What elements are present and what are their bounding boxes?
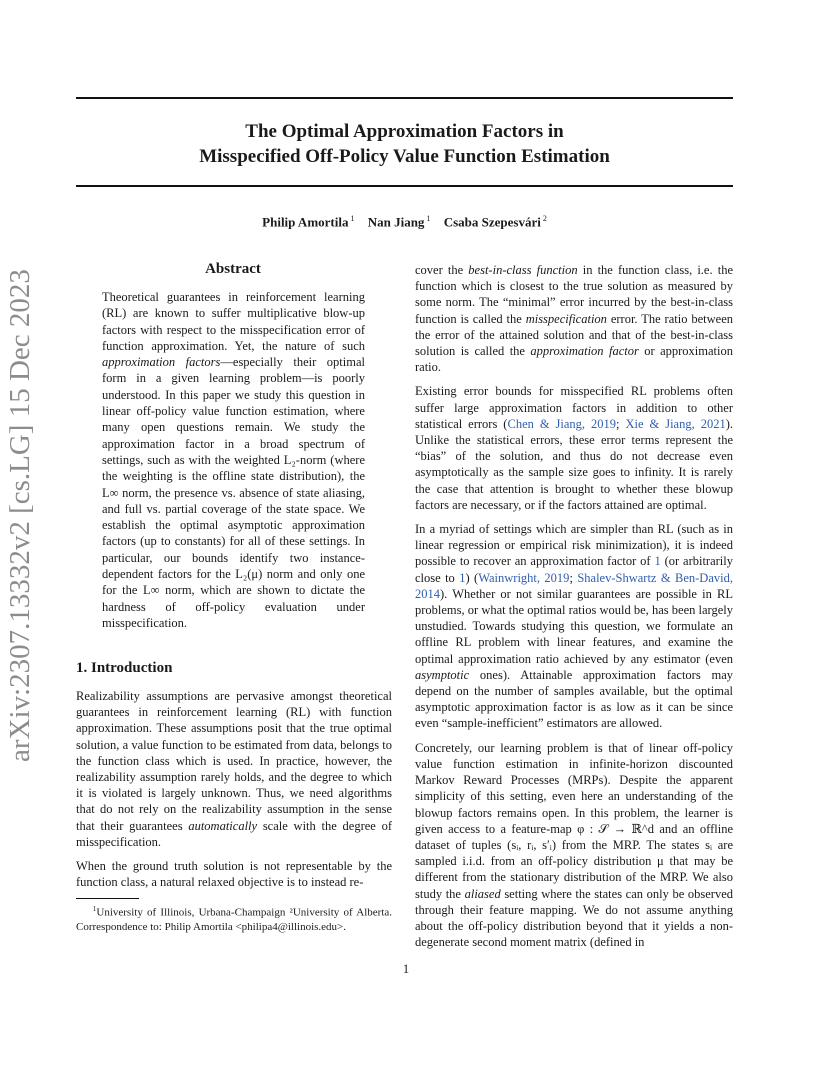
- author-affiliation: 1: [350, 214, 355, 223]
- page-number: 1: [402, 962, 410, 976]
- paragraph: When the ground truth solution is not representable by the function class, a natural relaxed objective is to instead re-: [76, 859, 392, 890]
- title-line-2: Misspecified Off-Policy Value Function Estimation: [199, 146, 610, 167]
- abstract-heading: Abstract: [205, 261, 261, 277]
- arxiv-stamp: arXiv:2307.13332v2 [cs.LG] 15 Dec 2023: [4, 269, 36, 762]
- author-name: Philip Amortila: [262, 214, 349, 230]
- author-affiliation: 2: [542, 214, 547, 223]
- equation-ref[interactable]: 1: [459, 570, 466, 585]
- title-rule-top: [76, 97, 733, 99]
- paragraph: In a myriad of settings which are simpler than RL (such as in linear regression or empirical risk minimization), it is indeed possible to recover an approximation factor of 1 (or arbitrarily close to 1) (Wainwright, 2019; Shalev-Shwartz & Ben-David, 2014). Whether or not similar guarantees are possible in RL problems, or what the optimal ratios would be, has been largely unstudied. Towards studying this question, we formulate an offline RL problem with linear features, and examine the optimal approximation ratio achieved by any estimator (even asymptotic ones). Attainable approximation factors may depend on the number of samples available, but the optimal asymptotic approximation factor is as low as it can be since even “sample-inefficient” estimators are allowed.: [415, 522, 733, 731]
- paragraph: Concretely, our learning problem is that of linear off-policy value function estimation in infinite-horizon discounted Markov Reward Processes (MRPs). Despite the apparent simplicity of this setting, even here an understanding of the blowup factors remains open. In this problem, the learner is given access to a feature-map φ : 𝒮 → ℝ^d and an offline dataset of tuples (sᵢ, rᵢ, s′ᵢ) from the MRP. The states sᵢ are sampled i.i.d. from an off-policy distribution μ that may be different from the stationary distribution of the MRP. We also study the aliased setting where the states can only be observed through their feature mapping. We do not assume anything about the off-policy distribution beyond that it yields a non-degenerate second moment matrix (defined in: [415, 740, 734, 950]
- section-heading-introduction: 1. Introduction: [76, 660, 173, 676]
- paragraph: Realizability assumptions are pervasive amongst theoretical guarantees in reinforcement learning (RL) with function approximation. These assumptions posit that the true optimal solution, a value function to be estimated from data, belongs to the function class which is used. In practice, however, the realizability assumption rarely holds, and the degree to which it is violated is largely unknown. Thus, we need algorithms that do not rely on the realizability assumption in the sense that their guarantees automatically scale with the degree of misspecification.: [76, 689, 392, 849]
- citation-link[interactable]: Shalev-Shwartz & Ben-David, 2014: [415, 570, 733, 601]
- right-column-body: [415, 262, 733, 958]
- equation-ref[interactable]: 1: [654, 554, 661, 569]
- citation-link[interactable]: Chen & Jiang, 2019: [507, 416, 617, 431]
- title-line-1: The Optimal Approximation Factors in: [245, 121, 564, 142]
- title-rule-bottom: [76, 185, 733, 187]
- paragraph: cover the best-in-class function in the function class, i.e. the function which is closest to the true solution as measured by some norm. The “minimal” error incurred by the best-in-class function is called the misspecification error. The ratio between the error of the attained solution and that of the best-in-class solution is called the approximation factor or approximation ratio.: [415, 263, 734, 375]
- paper-title: [76, 119, 733, 169]
- footnote: $^1$University of Illinois, Urbana-Champaign ²University of Alberta. Correspondence to: Philip Amortila <philipa4@illinois.edu>.: [76, 905, 393, 933]
- footnote-rule: [76, 898, 139, 899]
- author-list: [76, 214, 733, 230]
- abstract-text: Theoretical guarantees in reinforcement learning (RL) are known to suffer multiplicative blow-up factors with respect to the misspecification error of function approximation. Yet, the nature of such approximation factors—especially their optimal form in a given learning problem—is poorly understood. In this paper we study this question in linear off-policy value function estimation, where many open questions remain. We study the approximation factor in a broad spectrum of settings, such as with the weighted L₂-norm (where the weighting is the offline state distribution), the L∞ norm, the presence vs. absence of state aliasing, and full vs. partial coverage of the state space. We establish the optimal asymptotic approximation factors (up to constants) for all of these settings. In particular, our bounds identify two instance-dependent factors for the L₂(μ) norm and only one for the L∞ norm, which are shown to dictate the hardness of off-policy evaluation under misspecification.: [102, 290, 365, 630]
- author-name: Nan Jiang: [367, 214, 425, 230]
- citation-link[interactable]: Wainwright, 2019: [478, 570, 570, 585]
- citation-link[interactable]: Xie & Jiang, 2021: [625, 416, 726, 431]
- author-affiliation: 1: [426, 214, 431, 223]
- left-column-body: [76, 688, 392, 898]
- author-name: Csaba Szepesvári: [443, 214, 541, 230]
- paragraph: Existing error bounds for misspecified RL problems often suffer large approximation factors in addition to other statistical errors (Chen & Jiang, 2019; Xie & Jiang, 2021). Unlike the statistical errors, these error terms represent the “bias” of the solution, and thus do not decrease even asymptotically as the sample size goes to infinity. It is rarely the case that attention is brought to whether these blowup factors are necessary, or if the factors attained are optimal.: [415, 384, 733, 512]
